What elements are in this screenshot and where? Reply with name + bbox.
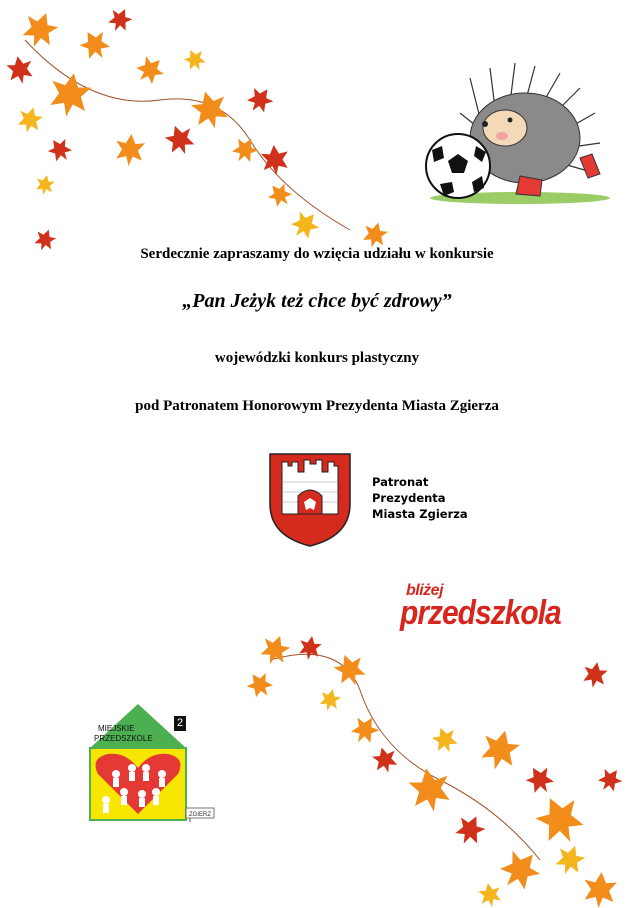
town-sign: ZGIERZ — [189, 812, 211, 818]
contest-type: wojewódzki konkurs plastyczny — [214, 350, 420, 366]
contest-title: „Pan Jeżyk też chce być zdrowy” — [182, 290, 452, 312]
invitation-text: Serdecznie zapraszamy do wzięcia udziału w konkursie — [140, 246, 494, 262]
miejskie-przedszkole-logo — [86, 702, 216, 822]
logo-main-word: przedszkola — [400, 594, 561, 632]
patronage-text: pod Patronatem Honorowym Prezydenta Miasta Zgierza — [135, 398, 499, 414]
patron-line-3: Miasta Zgierza — [372, 507, 468, 521]
hedgehog-illustration — [420, 58, 616, 206]
kindergarten-line-1: MIEJSKIE — [98, 724, 135, 733]
kindergarten-number: 2 — [174, 716, 186, 731]
house-heart-icon — [86, 702, 216, 822]
kindergarten-line-2: PRZEDSZKOLE — [94, 734, 153, 743]
patron-line-1: Patronat — [372, 475, 429, 489]
autumn-leaves-bottom — [240, 630, 634, 908]
autumn-leaves-top — [0, 0, 400, 260]
zgierz-coat-of-arms-icon — [268, 452, 352, 548]
patron-badge — [372, 474, 468, 522]
logo-top-word: bliżej — [406, 582, 444, 599]
patron-line-2: Prezydenta — [372, 491, 446, 505]
